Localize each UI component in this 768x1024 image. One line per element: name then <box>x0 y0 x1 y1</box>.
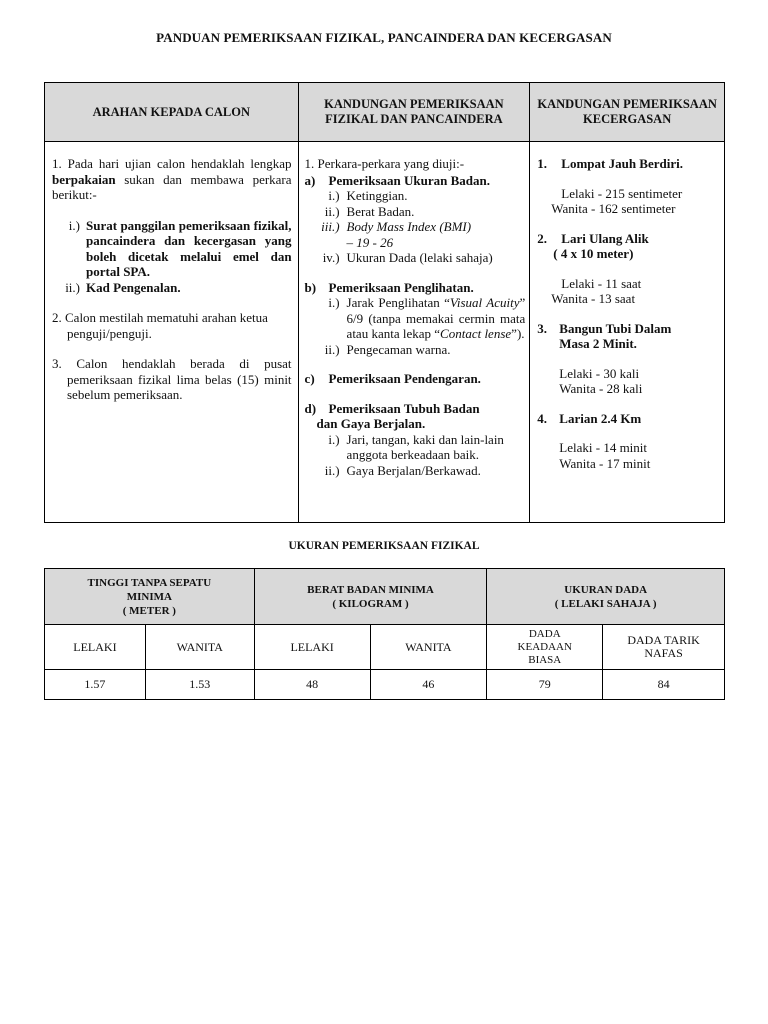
sub-chest-normal <box>487 625 603 670</box>
a-item <box>305 188 526 204</box>
section-title: Pemeriksaan Penglihatan. <box>328 279 474 295</box>
a-item <box>305 204 526 220</box>
test-title: Larian 2.4 Km <box>559 410 642 426</box>
group-label: UKURAN DADA <box>564 583 648 596</box>
test-title: Lompat Jauh Berdiri. <box>561 156 683 171</box>
d-item <box>305 463 526 479</box>
section-label: a) <box>304 172 316 188</box>
instruction-item-letter <box>52 218 292 280</box>
item-text <box>347 295 526 342</box>
a-item <box>305 219 526 250</box>
test-number: 1. <box>537 156 548 171</box>
measurement-group-row <box>45 569 725 625</box>
instruction-1-text: 1. Pada hari ujian calon hendaklah lengkap <box>52 156 292 171</box>
fitness-test <box>537 411 720 472</box>
section-label: c) <box>304 371 315 386</box>
sub-label: DADA <box>528 627 561 640</box>
group-label: ( KILOGRAM ) <box>332 597 409 610</box>
section-d <box>305 401 526 417</box>
test-title: Bangun Tubi Dalam <box>559 320 672 336</box>
instruction-1-text-end: sukan dan membawa perkara berikut:- <box>52 171 292 202</box>
b-item <box>305 342 526 358</box>
test-title-cont: ( 4 x 10 meter) <box>553 246 634 261</box>
item-text: Surat panggilan pemeriksaan fizikal, pancaindera dan kecergasan yang boleh dicetak melalui emel dan portal SPA. <box>86 217 292 279</box>
item-text: Kad Pengenalan. <box>86 279 181 295</box>
value-cell: 79 <box>487 670 603 700</box>
group-label: ( LELAKI SAHAJA ) <box>554 597 657 610</box>
test-female: Wanita - 28 kali <box>559 381 643 396</box>
fitness-test <box>537 156 720 217</box>
section-title: Pemeriksaan Pendengaran. <box>328 371 481 386</box>
test-female: Wanita - 162 sentimeter <box>551 201 676 216</box>
section-subtitle: UKURAN PEMERIKSAAN FIZIKAL <box>288 540 480 552</box>
measurement-table <box>44 568 725 700</box>
sub-label: NAFAS <box>644 646 683 660</box>
instruction-1 <box>52 156 292 203</box>
item-text: Pengecaman warna. <box>346 341 451 357</box>
sub-lelaki-weight: LELAKI <box>254 625 370 670</box>
instruction-3: 3. Calon hendaklah berada di pusat pemeriksaan fizikal lima belas (15) minit sebelum pemeriksaan. <box>52 356 292 402</box>
guide-table-header-row <box>45 83 725 142</box>
group-label: BERAT BADAN MINIMA <box>307 583 434 596</box>
group-label: MINIMA <box>126 590 172 603</box>
a-item <box>305 250 526 266</box>
physical-exam-cell <box>298 142 530 523</box>
measurement-subheader-row <box>45 625 725 670</box>
d-item <box>305 432 526 463</box>
item-number: i.) <box>328 431 340 447</box>
sub-wanita-weight: WANITA <box>370 625 487 670</box>
header-kecergasan: KANDUNGAN PEMERIKSAAN KECERGASAN <box>530 83 725 142</box>
item-number: i.) <box>328 188 340 203</box>
instruction-1-bold: berpakaian <box>52 171 116 187</box>
item-text: Body Mass Index (BMI) <box>346 219 472 234</box>
group-label: TINGGI TANPA SEPATU <box>87 576 212 589</box>
test-female: Wanita - 13 saat <box>551 291 636 306</box>
instruction-2: 2. Calon mestilah mematuhi arahan ketua penguji/penguji. <box>52 310 268 341</box>
value-cell: 46 <box>370 670 487 700</box>
text-part: Jarak Penglihatan “ <box>346 295 450 310</box>
item-text-range: – 19 - 26 <box>346 234 394 250</box>
exam-intro: 1. Perkara-perkara yang diuji:- <box>304 156 465 171</box>
item-number: ii.) <box>324 203 340 219</box>
item-text: Ukuran Dada (lelaki sahaja) <box>346 250 493 265</box>
text-part: ” 6/9 (tanpa memakai cermin mata atau kanta lekap “ <box>346 295 526 341</box>
group-weight <box>254 569 487 625</box>
item-text: Jari, tangan, kaki dan lain-lain anggota berkeadaan baik. <box>346 431 504 462</box>
text-part: ”). <box>511 326 525 341</box>
text-italic: Visual Acuity <box>449 295 520 310</box>
item-text: Ketinggian. <box>346 188 408 203</box>
header-arahan: ARAHAN KEPADA CALON <box>45 83 299 142</box>
test-male: Lelaki - 11 saat <box>561 275 642 291</box>
instruction-item-ic <box>52 280 292 296</box>
item-number: i.) <box>328 295 340 310</box>
test-male: Lelaki - 215 sentimeter <box>561 185 683 201</box>
item-text: Berat Badan. <box>346 203 415 219</box>
section-label: d) <box>304 400 317 416</box>
sub-wanita-height: WANITA <box>145 625 254 670</box>
header-fizikal: KANDUNGAN PEMERIKSAAN FIZIKAL DAN PANCAINDERA <box>298 83 530 142</box>
section-title: Pemeriksaan Ukuran Badan. <box>328 172 490 188</box>
sub-chest-inhale <box>603 625 725 670</box>
page-title: PANDUAN PEMERIKSAAN FIZIKAL, PANCAINDERA DAN KECERGASAN <box>156 30 612 45</box>
sub-label: KEADAAN <box>517 640 572 653</box>
instructions-cell <box>45 142 299 523</box>
section-title-cont: dan Gaya Berjalan. <box>316 416 426 431</box>
item-number: ii.) <box>65 279 80 295</box>
group-chest <box>487 569 725 625</box>
test-number: 4. <box>537 410 548 426</box>
fitness-test <box>537 231 720 307</box>
test-female: Wanita - 17 minit <box>559 455 651 471</box>
section-a <box>305 173 526 189</box>
section-label: b) <box>304 279 317 295</box>
section-c <box>305 371 526 387</box>
item-number: iv.) <box>322 250 340 265</box>
test-male: Lelaki - 30 kali <box>559 365 640 381</box>
test-title: Lari Ulang Alik <box>561 230 649 246</box>
sub-label: BIASA <box>528 653 562 666</box>
guide-table-body-row <box>45 142 725 523</box>
test-title-cont: Masa 2 Minit. <box>559 336 637 351</box>
item-number: ii.) <box>324 462 340 478</box>
item-number: iii.) <box>321 219 340 234</box>
test-number: 2. <box>537 230 548 246</box>
b-item <box>305 295 526 342</box>
fitness-cell <box>530 142 725 523</box>
fitness-test <box>537 321 720 397</box>
group-label: ( METER ) <box>122 604 176 617</box>
measurement-values-row <box>45 670 725 700</box>
test-male: Lelaki - 14 minit <box>559 440 648 455</box>
item-number: i.) <box>68 217 80 233</box>
guide-table <box>44 82 725 523</box>
item-number: ii.) <box>324 341 340 357</box>
section-title: Pemeriksaan Tubuh Badan <box>328 400 480 416</box>
sub-lelaki-height: LELAKI <box>45 625 146 670</box>
test-number: 3. <box>537 320 548 336</box>
text-italic: Contact lense <box>440 326 512 341</box>
sub-label: DADA TARIK <box>627 633 700 647</box>
value-cell: 84 <box>603 670 725 700</box>
item-text: Gaya Berjalan/Berkawad. <box>346 462 481 478</box>
section-b <box>305 280 526 296</box>
value-cell: 1.57 <box>45 670 146 700</box>
value-cell: 1.53 <box>145 670 254 700</box>
group-height <box>45 569 255 625</box>
value-cell: 48 <box>254 670 370 700</box>
